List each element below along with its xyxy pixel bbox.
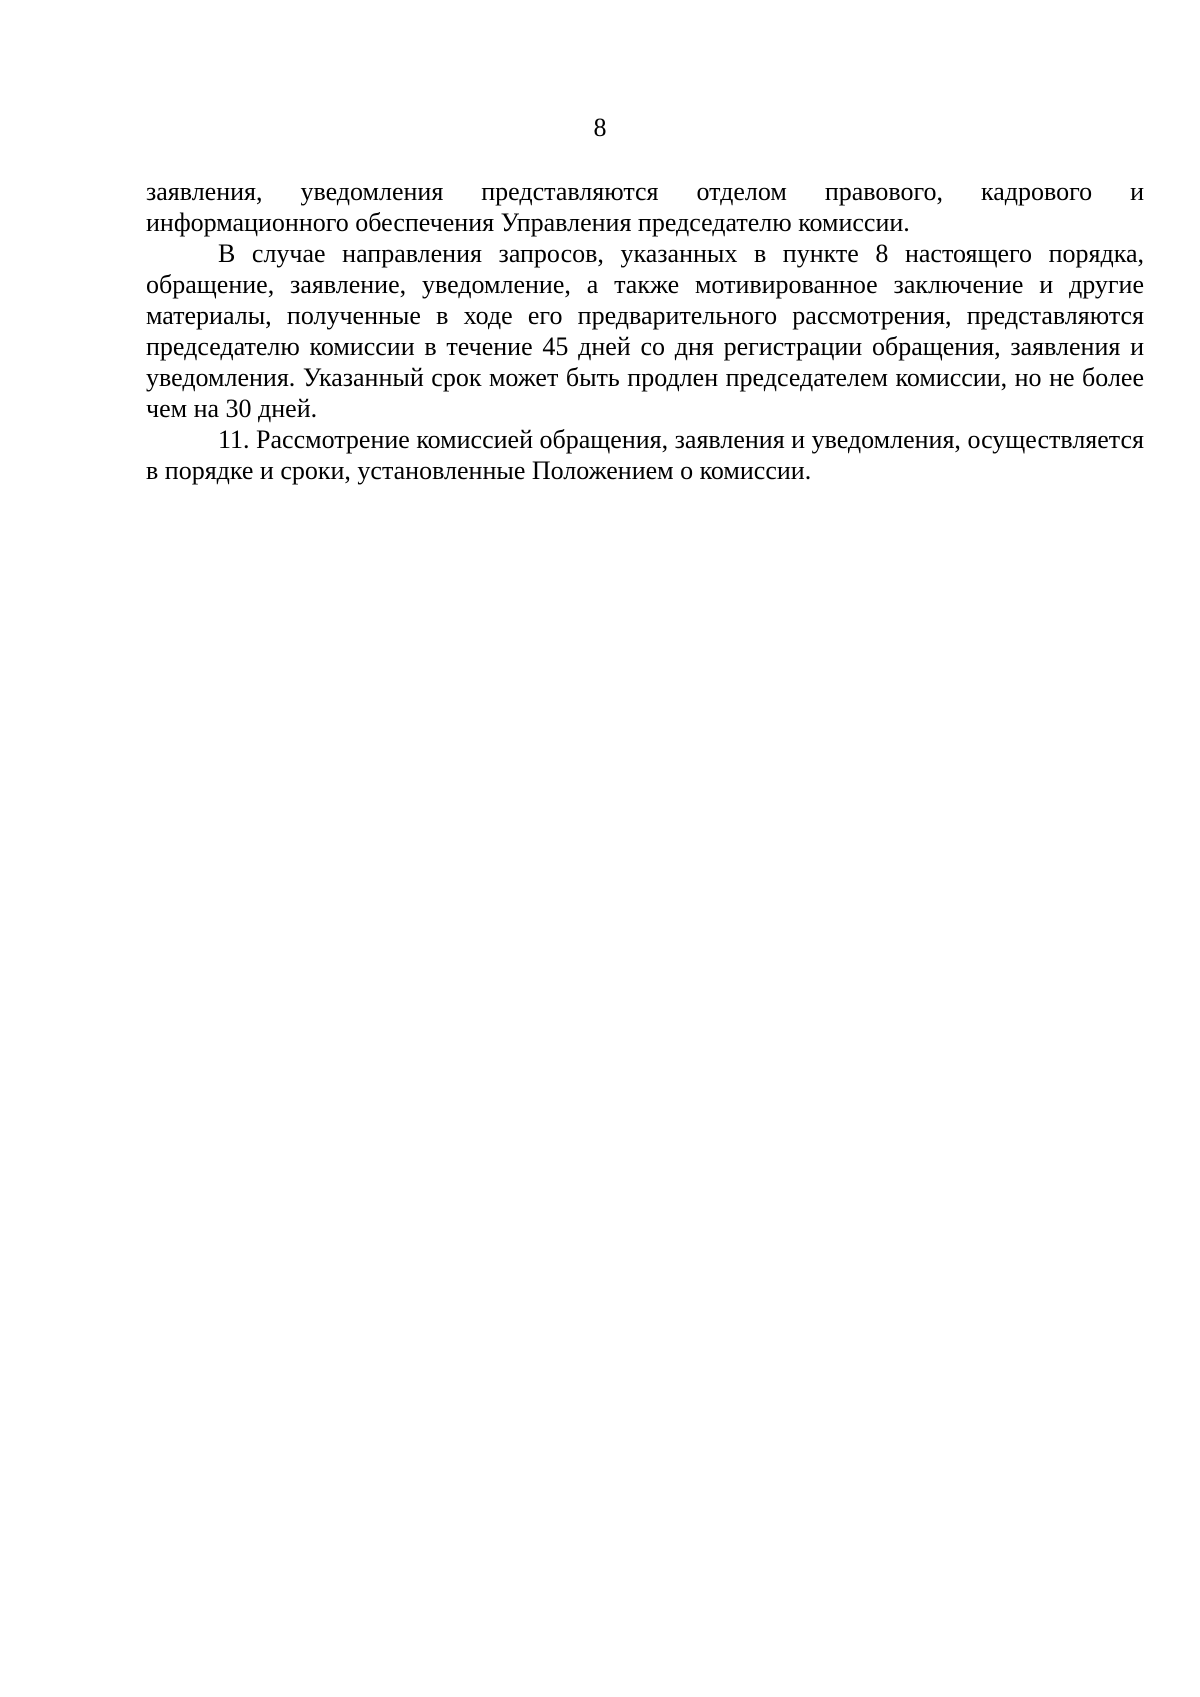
paragraph-item-11: 11. Рассмотрение комиссией обращения, заявления и уведомления, осуществляется в порядке и сроки, установленные Положением о комиссии. bbox=[146, 425, 1144, 485]
document-body bbox=[146, 176, 1144, 486]
paragraph-continuation: заявления, уведомления представляются отделом правового, кадрового и информационного обеспечения Управления председателю комиссии. bbox=[146, 177, 1144, 237]
page-number: 8 bbox=[593, 113, 607, 142]
paragraph-requests: В случае направления запросов, указанных в пункте 8 настоящего порядка, обращение, заявление, уведомление, а также мотивированное заключение и другие материалы, полученные в ходе его предварительного рассмотрения, представляются председателю комиссии в течение 45 дней со дня регистрации обращения, заявления и уведомления. Указанный срок может быть продлен председателем комиссии, но не более чем на 30 дней. bbox=[146, 239, 1144, 423]
